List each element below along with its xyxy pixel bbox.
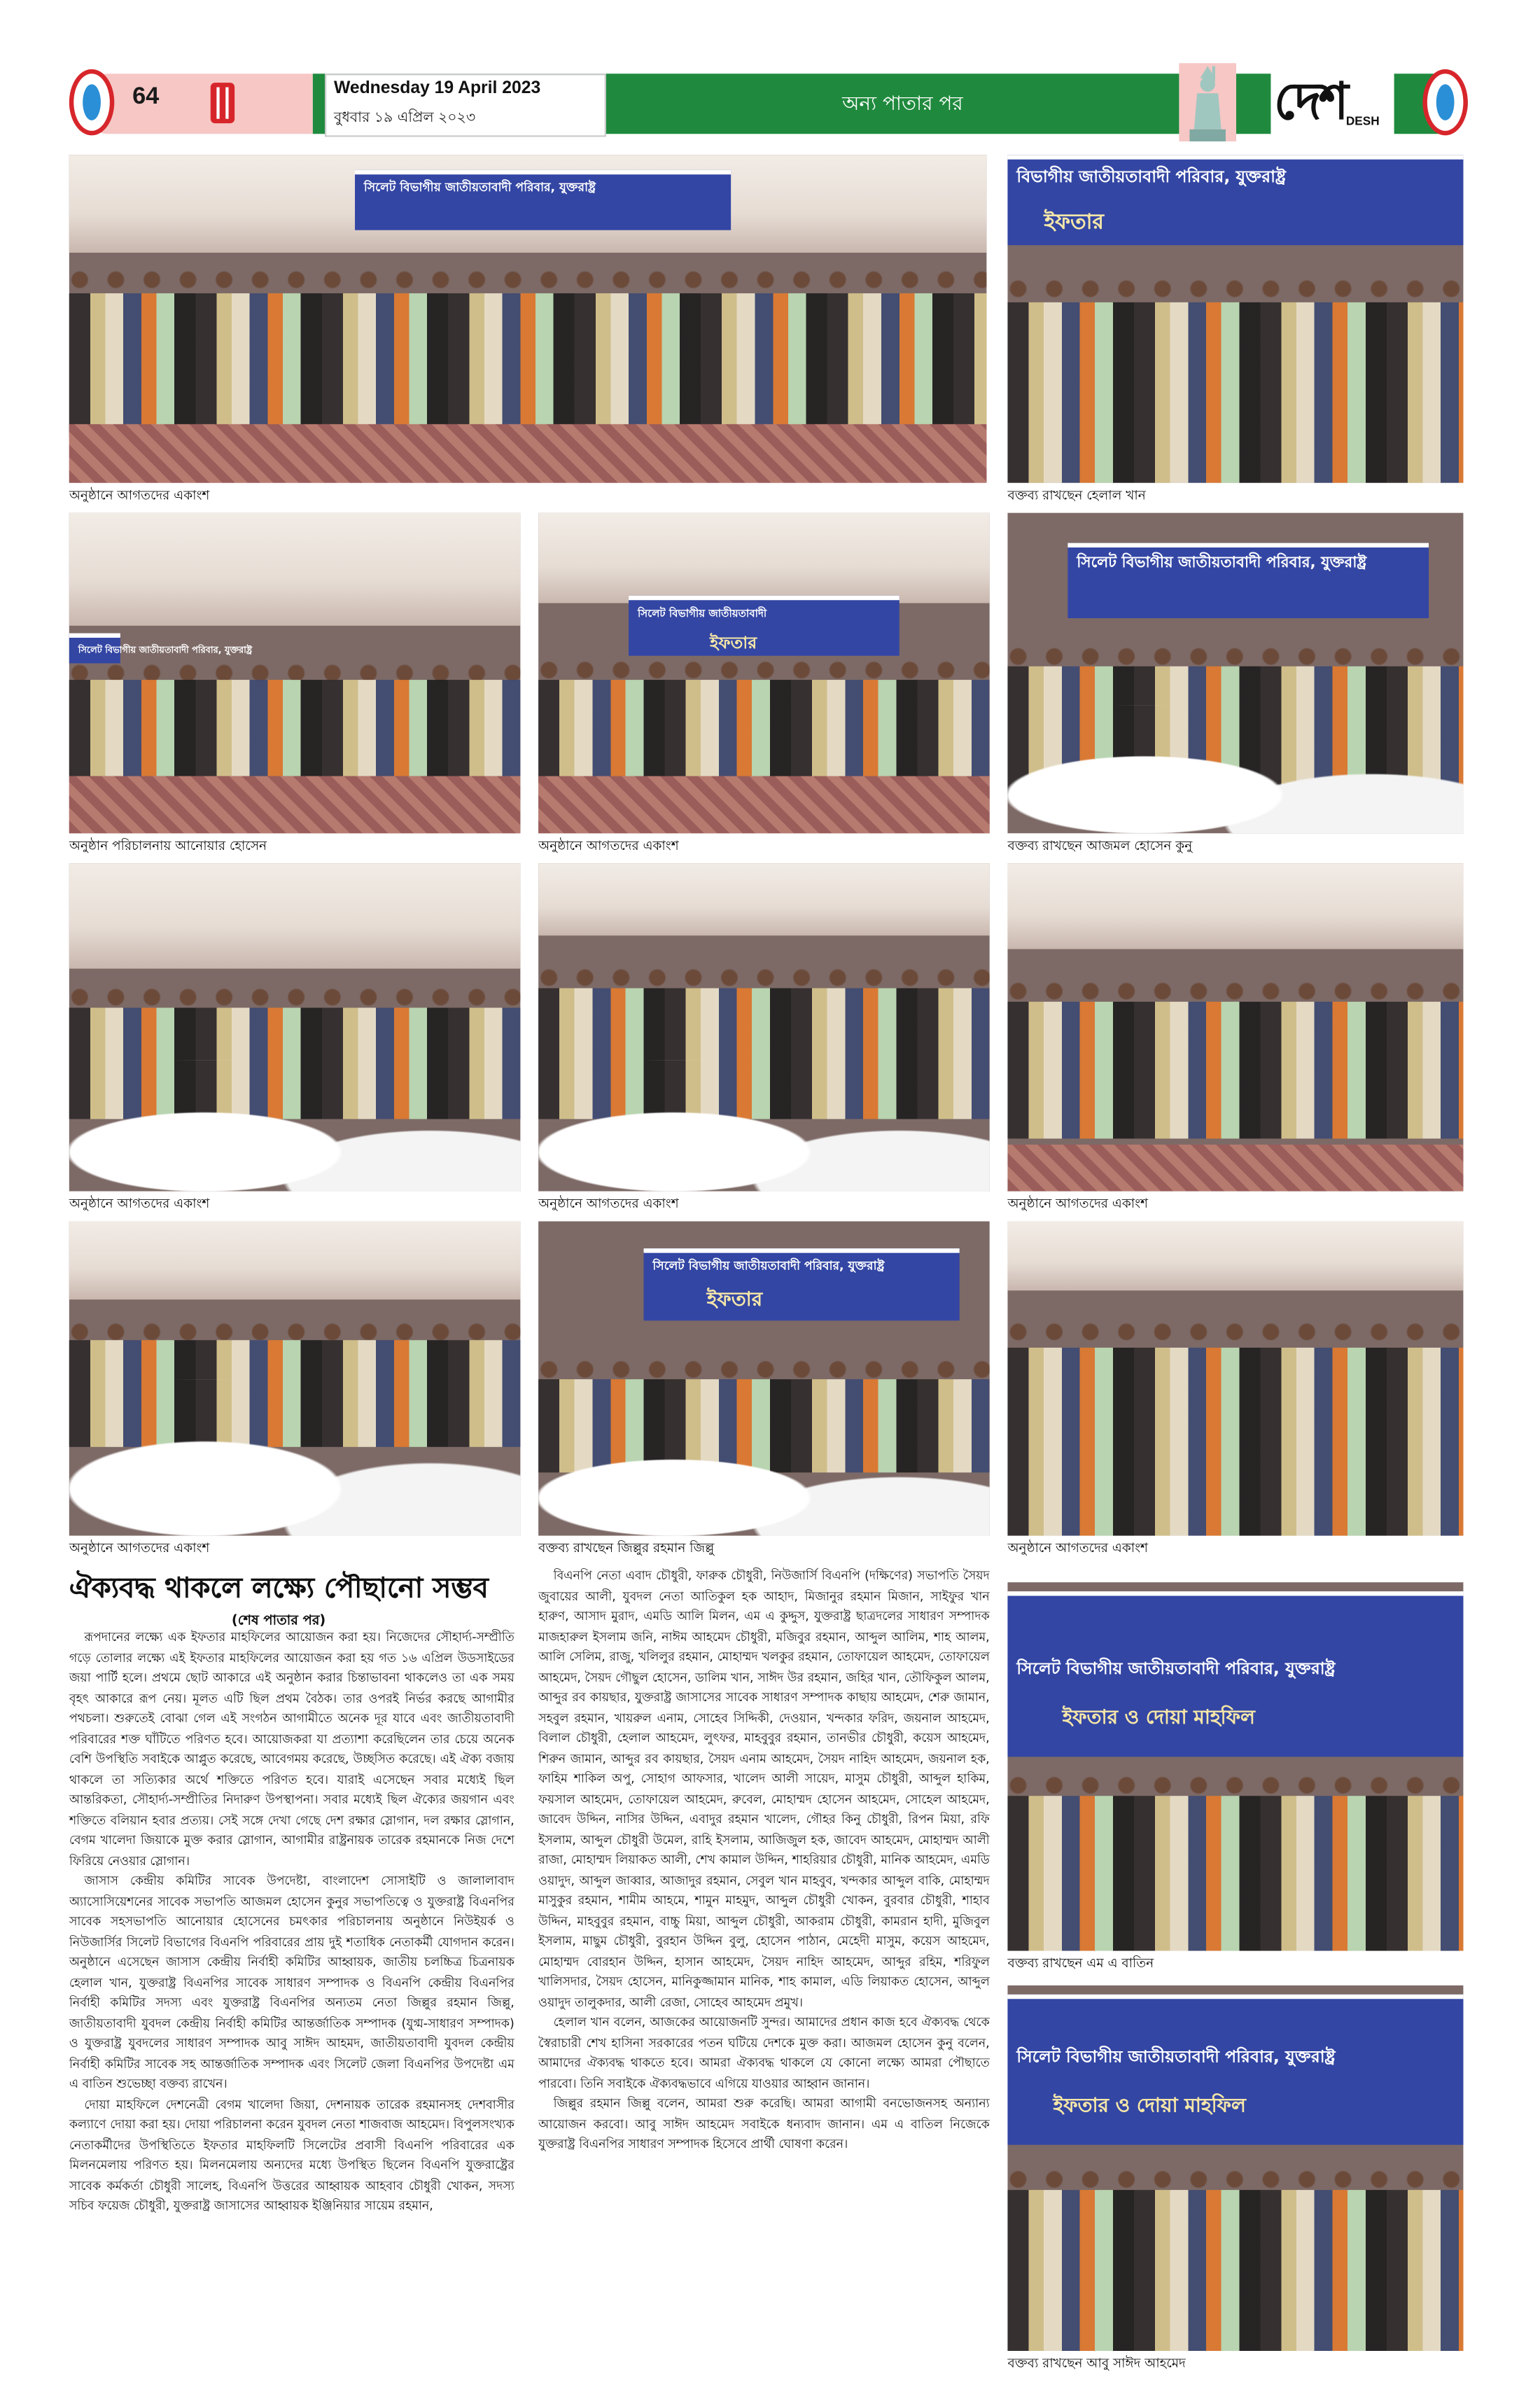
photo-banner: সিলেট বিভাগীয় জাতীয়তাবাদী পরিবার, যুক্তরাষ্ট্র [355, 170, 731, 230]
photo-caption: অনুষ্ঠানে আগতদের একাংশ [538, 1197, 679, 1213]
photo-anwar-hossain-hosting [69, 513, 521, 834]
photo-caption: বক্তব্য রাখছেন আজমল হোসেন কুনু [1007, 839, 1193, 855]
header-right-ring-icon [1422, 69, 1467, 136]
article-paragraph: বিএনপি নেতা এবাদ চৌধুরী, ফারুক চৌধুরী, নিউজার্সি বিএনপি (দক্ষিণের) সভাপতি সৈয়দ জুবায়ের আলী, যুবদল নেতা আতিকুল হক আহাদ, মিজানুর রহমান মিজান, সাইফুর খান হারুণ, আসাদ মুরাদ, এমডি আলি মিলন, এম এ কুদ্দুস, যুক্তরাষ্ট্র ছাত্রদলের সাধারণ সম্পাদক মাজহারুল ইসলাম জনি, নাঈম আহমেদ চৌধুরী, মজিবুর রহমান, আব্দুল আলিম, শাহ আলম, আলি সেলিম, রাজু, খলিলুর রহমান, মোহাম্মদ খলকুর রহমান, তোফায়েল আহমেদ, তোফায়েল আহমেদ, সৈয়দ গৌছুল হোসেন, ডালিম খান, সাঈদ উর রহমান, জহির খান, তৌফিকুল আলম, আব্দুর রব কায়ছার, যুক্তরাষ্ট্র জাসাসের সাবেক সাধারণ সম্পাদক কাছায় আহমেদ, শেরু জামান, সহবুল রহমান, খায়রুল এনাম, সোহেব সিদ্দিকী, দেওয়ান, খন্দকার ফরিদ, জয়নাল আহমেদ, বিলাল চৌধুরী, হেলাল আহমেদ, লুৎফর, মাহবুবুর রহমান, তানভীর চৌধুরী, কয়েস আহমেদ, শিরুন জামান, আব্দুর রব কায়ছার, সৈয়দ এনাম আহমেদ, সৈয়দ নাহিদ আহমেদ, জয়নাল হক, ফাহিম শাকিল অপু, সোহাগ আফসার, খালেদ আলী সায়েদ, মাসুম চৌধুরী, আব্দুল হাকিম, ফয়সাল আহমেদ, তোফায়েল আহমেদ, রুবেল, মোহাম্মদ হোসেন আহমেদ, সোহেল আহমেদ, জাবেদ উদ্দিন, নাসির উদ্দিন, এবাদুর রহমান খালেদ, গৌহর কিনু চৌধুরী, রিপন মিয়া, রফি ইসলাম, আব্দুল চৌধুরী উমেল, রাহি ইসলাম, আজিজুল হক, জাবেদ আহমেদ, মোহাম্মদ আলী রাজা, মোহাম্মদ লিয়াকত আলী, শেখ কামাল উদ্দিন, শাহরিয়ার চৌধুরী, মানিক আহমেদ, এমডি ওয়াদুদ, আব্দুল জাব্বার, আজাদুর রহমান, সেবুল খান মাহবুব, খন্দকার আব্দুল বাকি, মোহাম্মদ মাসুকুর রহমান, শামীম আহমে, শামুন মাহমুদ, আব্দুল চৌধুরী খোকন, বুরবার চৌধুরী, শাহাব উদ্দিন, মাহবুবুর রহমান, বাচ্চু মিয়া, আব্দুল চৌধুরী, আকরাম চৌধুরী, কামরান হাদী, মুজিবুল ইসলাম, মাছুম চৌধুরী, বুরহান উদ্দিন বুলু, হোসেন পাঠান, মেহেদী মাসুম, কয়েস আহমেদ, মোহাম্মদ বোরহান উদ্দিন, হাসান আহমেদ, সৈয়দ নাহিদ আহমেদ, আব্দুর রহিম, শরিফুল খালিসদার, সৈয়দ হোসেন, মানিকুজ্জামান মানিক, শাহ কামাল, এডি লিয়াকত হোসেন, আব্দুল ওয়াদুদ তালুকদার, আলী রেজা, সোহেব আহমেদ প্রমুখ। [538, 1567, 990, 2009]
desh-logo-sub: DESH [1345, 114, 1380, 128]
photo-guests-selfie [1007, 1222, 1463, 1536]
photo-azmal-hossain-kunu-speaking [1007, 513, 1463, 834]
photo-banner: সিলেট বিভাগীয় জাতীয়তাবাদী পরিবার, যুক্তরাষ্ট্র ইফতার ও দোয়া মাহফিল [1007, 1995, 1463, 2145]
photo-banner: সিলেট বিভাগীয় জাতীয়তাবাদী পরিবার, যুক্তরাষ্ট্র [69, 633, 120, 663]
photo-banner: সিলেট বিভাগীয় জাতীয়তাবাদী পরিবার, যুক্তরাষ্ট্র [1068, 543, 1429, 618]
photo-caption: বক্তব্য রাখছেন জিল্লুর রহমান জিল্লু [538, 1542, 715, 1557]
photo-banner: সিলেট বিভাগীয় জাতীয়তাবাদী পরিবার, যুক্তরাষ্ট্র ইফতার ও দোয়া মাহফিল [1007, 1591, 1463, 1757]
article-paragraph: রূপদানের লক্ষ্যে এক ইফতার মাহফিলের আয়োজন করা হয়। নিজেদের সৌহার্দ্য-সম্প্রীতি গড়ে তোলার লক্ষ্যে এই ইফতার মাহফিলের আয়োজন করা হয় গত ১৬ এপ্রিল উডসাইডের জয়া পার্টি হলে। প্রথমে ছোট আকারে এই অনুষ্ঠান করার চিন্তাভাবনা থাকলেও তা এক সময় বৃহৎ আকারে রূপ নেয়। মূলত এটি ছিল প্রথম বৈঠক। তার ওপরই নির্ভর করছে আগামীর পথচলা। শুরুতেই বোঝা গেল এই সংগঠন আগামীতে অনেক দূর যাবে এবং জাতীয়তাবাদী পরিবারের শক্ত ঘাঁটিতে পরিণত হবে। আয়োজকরা যা প্রত্যাশা করেছিলেন তার চেয়ে অনেক বেশি উপস্থিতি সবাইকে আপ্লুত করেছে, আবেগময় করেছে, উচ্ছসিত করেছে। এই ঐক্য বজায় থাকলে তা সত্যিকার অর্থে শক্তিতে পরিণত হবে। যারাই এসেছেন সবার মধ্যেই ছিল আন্তরিকতা, সৌহার্দ্য-সম্প্রীতির নিদারুণ উপস্থাপনা। সবার মধ্যেই ছিল ঐক্যের জয়গান এবং শক্তিতে বলিয়ান হবার প্রত্যয়। সেই সঙ্গে দেখা গেছে দেশ রক্ষার স্লোগান, দল রক্ষার স্লোগান, বেগম খালেদা জিয়াকে মুক্ত করার স্লোগান, আগামীর রাষ্ট্রনায়ক তারেক রহমানকে নিজ দেশে ফিরিয়ে নেওয়ার স্লোগান। [69, 1628, 514, 1868]
photo-guests-praying [69, 1222, 521, 1536]
photo-caption: বক্তব্য রাখছেন হেলাল খান [1007, 489, 1146, 504]
stripes-icon [211, 83, 234, 123]
photo-caption: অনুষ্ঠানে আগতদের একাংশ [69, 1197, 210, 1213]
photo-caption: অনুষ্ঠানে আগতদের একাংশ [1007, 1197, 1148, 1213]
header-left-ring-icon [69, 69, 114, 136]
header-bar [78, 74, 1468, 134]
article-paragraph: জাসাস কেন্দ্রীয় কমিটির সাবেক উপদেষ্টা, বাংলাদেশ সোসাইটি ও জালালাবাদ অ্যাসোসিয়েশনের সাবেক সভাপতি আজমল হোসেন কুনুর সভাপতিত্বে ও যুক্তরাষ্ট্র বিএনপির সাবেক সহসভাপতি আনোয়ার হোসেনের চমৎকার পরিচালনায় অনুষ্ঠানে নিউইয়র্ক ও নিউজার্সির সিলেট বিভাগের বিএনপি পরিবারের প্রায় দুই শতাধিক নেতাকর্মী যোগদান করেন। অনুষ্ঠানে এসেছেন জাসাস কেন্দ্রীয় নির্বাহী কমিটির আহ্বায়ক, জাতীয় চলচ্চিত্র চিত্রনায়ক হেলাল খান, যুক্তরাষ্ট্র বিএনপির সাবেক সাধারণ সম্পাদক ও বিএনপি কেন্দ্রীয় বিএনপির নির্বাহী কমিটির সদস্য এবং যুক্তরাষ্ট্র বিএনপির অন্যতম নেতা জিল্লুর রহমান জিল্লু, জাতীয়তাবাদী যুবদল কেন্দ্রীয় নির্বাহী কমিটির আন্তর্জাতিক সম্পাদক (যুগ্ম-সাধারণ সম্পাদক) ও যুক্তরাষ্ট্র যুবদলের সাধারণ সম্পাদক আবু সাঈদ আহমদ, জাতীয়তাবাদী যুবদল কেন্দ্রীয় নির্বাহী কমিটির সাবেক সহ আন্তর্জাতিক সম্পাদক এবং সিলেট জেলা বিএনপির উপদেষ্টা এম এ বাতিন শুভেচ্ছা বক্তব্য রাখেন। [69, 1872, 514, 2091]
article-continuation: (শেষ পাতার পর) [231, 1614, 326, 1629]
photo-ma-batin-speaking [1007, 1582, 1463, 1950]
photo-guests-group-2 [538, 513, 990, 834]
photo-banner: বিভাগীয় জাতীয়তাবাদী পরিবার, যুক্তরাষ্ট্র ইফতার [1007, 155, 1463, 245]
photo-caption: বক্তব্য রাখছেন এম এ বাতিন [1007, 1957, 1154, 1972]
article-paragraph: হেলাল খান বলেন, আজকের আয়োজনটি সুন্দর। আমাদের প্রধান কাজ হবে ঐক্যবদ্ধ থেকে স্বৈরাচারী শেখ হাসিনা সরকারের পতন ঘটিয়ে দেশকে মুক্ত করা। আজমল হোসেন কুনু বলেন, আমাদের ঐক্যবদ্ধ থাকতে হবে। আমরা ঐক্যবদ্ধ থাকলে যে কোনো লক্ষ্যে আমরা পৌছাতে পারবো। তিনি সবাইকে ঐক্যবদ্ধভাবে এগিয়ে যাওয়ার আহ্বান জানান। [538, 2013, 990, 2090]
section-title: অন্য পাতার পর [842, 93, 963, 116]
photo-caption: অনুষ্ঠানে আগতদের একাংশ [1007, 1542, 1148, 1557]
photo-helal-khan-speaking [1007, 155, 1463, 482]
desh-logo [1270, 71, 1394, 140]
photo-caption: বক্তব্য রাখছেন আবু সাঈদ আহমেদ [1007, 2356, 1186, 2373]
article-headline: ঐক্যবদ্ধ থাকলে লক্ষ্যে পৌছানো সম্ভব [69, 1573, 489, 1605]
photo-caption: অনুষ্ঠান পরিচালনায় আনোয়ার হোসেন [69, 839, 267, 855]
date-box [325, 74, 606, 137]
photo-banner: সিলেট বিভাগীয় জাতীয়তাবাদী পরিবার, যুক্তরাষ্ট্র ইফতার [644, 1248, 960, 1320]
article-column-2 [538, 1566, 990, 2155]
photo-banner: সিলেট বিভাগীয় জাতীয়তাবাদী ইফতার [629, 596, 899, 656]
article-paragraph: জিল্লুর রহমান জিল্লু বলেন, আমরা শুরু করেছি। আমরা আগামী বনভোজনসহ অন্যান্য আয়োজন করবো। আবু সাঈদ আহমেদ সবাইকে ধন্যবাদ জানান। এম এ বাতিল নিজেকে যুক্তরাষ্ট্র বিএনপির সাধারণ সম্পাদক হিসেবে প্রার্থী ঘোষণা করেন। [538, 2095, 990, 2151]
photo-guests-tables-3 [1007, 863, 1463, 1191]
photo-guests-group-1 [69, 155, 987, 482]
photo-guests-tables-2 [538, 863, 990, 1191]
page-number: 64 [132, 84, 160, 110]
photo-guests-tables-1 [69, 863, 521, 1191]
article-paragraph: দোয়া মাহফিলে দেশনেত্রী বেগম খালেদা জিয়া, দেশনায়ক তারেক রহমানসহ দেশবাসীর কল্যাণে দোয়া করা হয়। দোয়া পরিচালনা করেন যুবদল নেতা শাজবাজ আহমেদ। বিপুলসংখ্যক নেতাকর্মীদের উপস্থিতিতে ইফতার মাহফিলটি সিলেটের প্রবাসী বিএনপি পরিবারের এক মিলনমেলায় পরিণত হয়। মিলনমেলায় অন্যদের মধ্যে উপস্থিত ছিলেন বিএনপি যুক্তরাষ্ট্রের সাবেক কর্মকর্তা চৌধুরী সালেহ, বিএনপি উত্তরের আহ্বায়ক আহবাব চৌধুরী খোকন, সদস্য সচিব ফয়েজ চৌধুরী, যুক্তরাষ্ট্র জাসাসের আহ্বায়ক ইঞ্জিনিয়ার সায়েম রহমান, [69, 2095, 514, 2213]
desh-logo-text: দেশ [1273, 72, 1346, 133]
photo-caption: অনুষ্ঠানে আগতদের একাংশ [69, 489, 210, 504]
photo-abu-sayeed-ahmed-speaking [1007, 1985, 1463, 2351]
photo-caption: অনুষ্ঠানে আগতদের একাংশ [538, 839, 679, 855]
photo-caption: অনুষ্ঠানে আগতদের একাংশ [69, 1542, 210, 1557]
statue-of-liberty-icon [1179, 63, 1236, 141]
article-column-1 [69, 1628, 514, 2216]
date-bangla: বুধবার ১৯ এপ্রিল ২০২৩ [333, 109, 476, 127]
date-english: Wednesday 19 April 2023 [333, 79, 541, 98]
photo-zillur-rahman-speaking [538, 1222, 990, 1536]
